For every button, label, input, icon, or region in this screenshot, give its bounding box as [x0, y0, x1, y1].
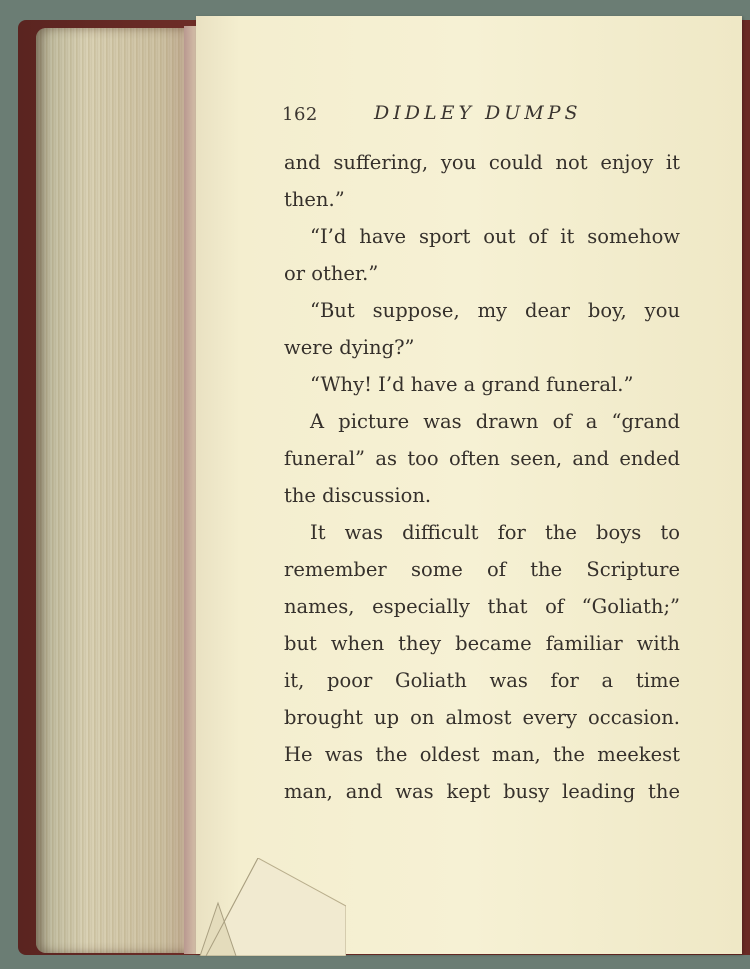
text-line: It was difficult for the boys to: [310, 521, 680, 544]
text-line: man, and was kept busy leading the: [284, 780, 680, 803]
text-line: and suffering, you could not enjoy it: [284, 151, 680, 174]
running-title: DIDLEY DUMPS: [374, 102, 582, 124]
text-line: remember some of the Scripture: [284, 558, 680, 581]
text-line: the discussion.: [284, 484, 432, 507]
text-line: names, especially that of “Goliath;”: [284, 595, 680, 618]
text-line: funeral” as too often seen, and ended: [284, 447, 680, 470]
text-line: it, poor Goliath was for a time: [284, 669, 680, 692]
text-line: “Why! I’d have a grand funeral.”: [310, 373, 634, 396]
book-page: [196, 16, 742, 954]
text-line: “But suppose, my dear boy, you: [310, 299, 680, 322]
text-line: A picture was drawn of a “grand: [310, 410, 680, 433]
text-line: were dying?”: [284, 336, 415, 359]
body-text: [284, 144, 680, 810]
text-line: or other.”: [284, 262, 379, 285]
text-line: but when they became familiar with: [284, 632, 680, 655]
page-number: 162: [282, 104, 318, 125]
text-line: “I’d have sport out of it somehow: [310, 225, 680, 248]
page-edges-shading: [36, 28, 204, 953]
text-line: then.”: [284, 188, 345, 211]
folded-corner: [196, 858, 346, 956]
text-line: brought up on almost every occasion.: [284, 706, 680, 729]
page-header: [282, 102, 682, 132]
text-line: He was the oldest man, the meekest: [284, 743, 680, 766]
